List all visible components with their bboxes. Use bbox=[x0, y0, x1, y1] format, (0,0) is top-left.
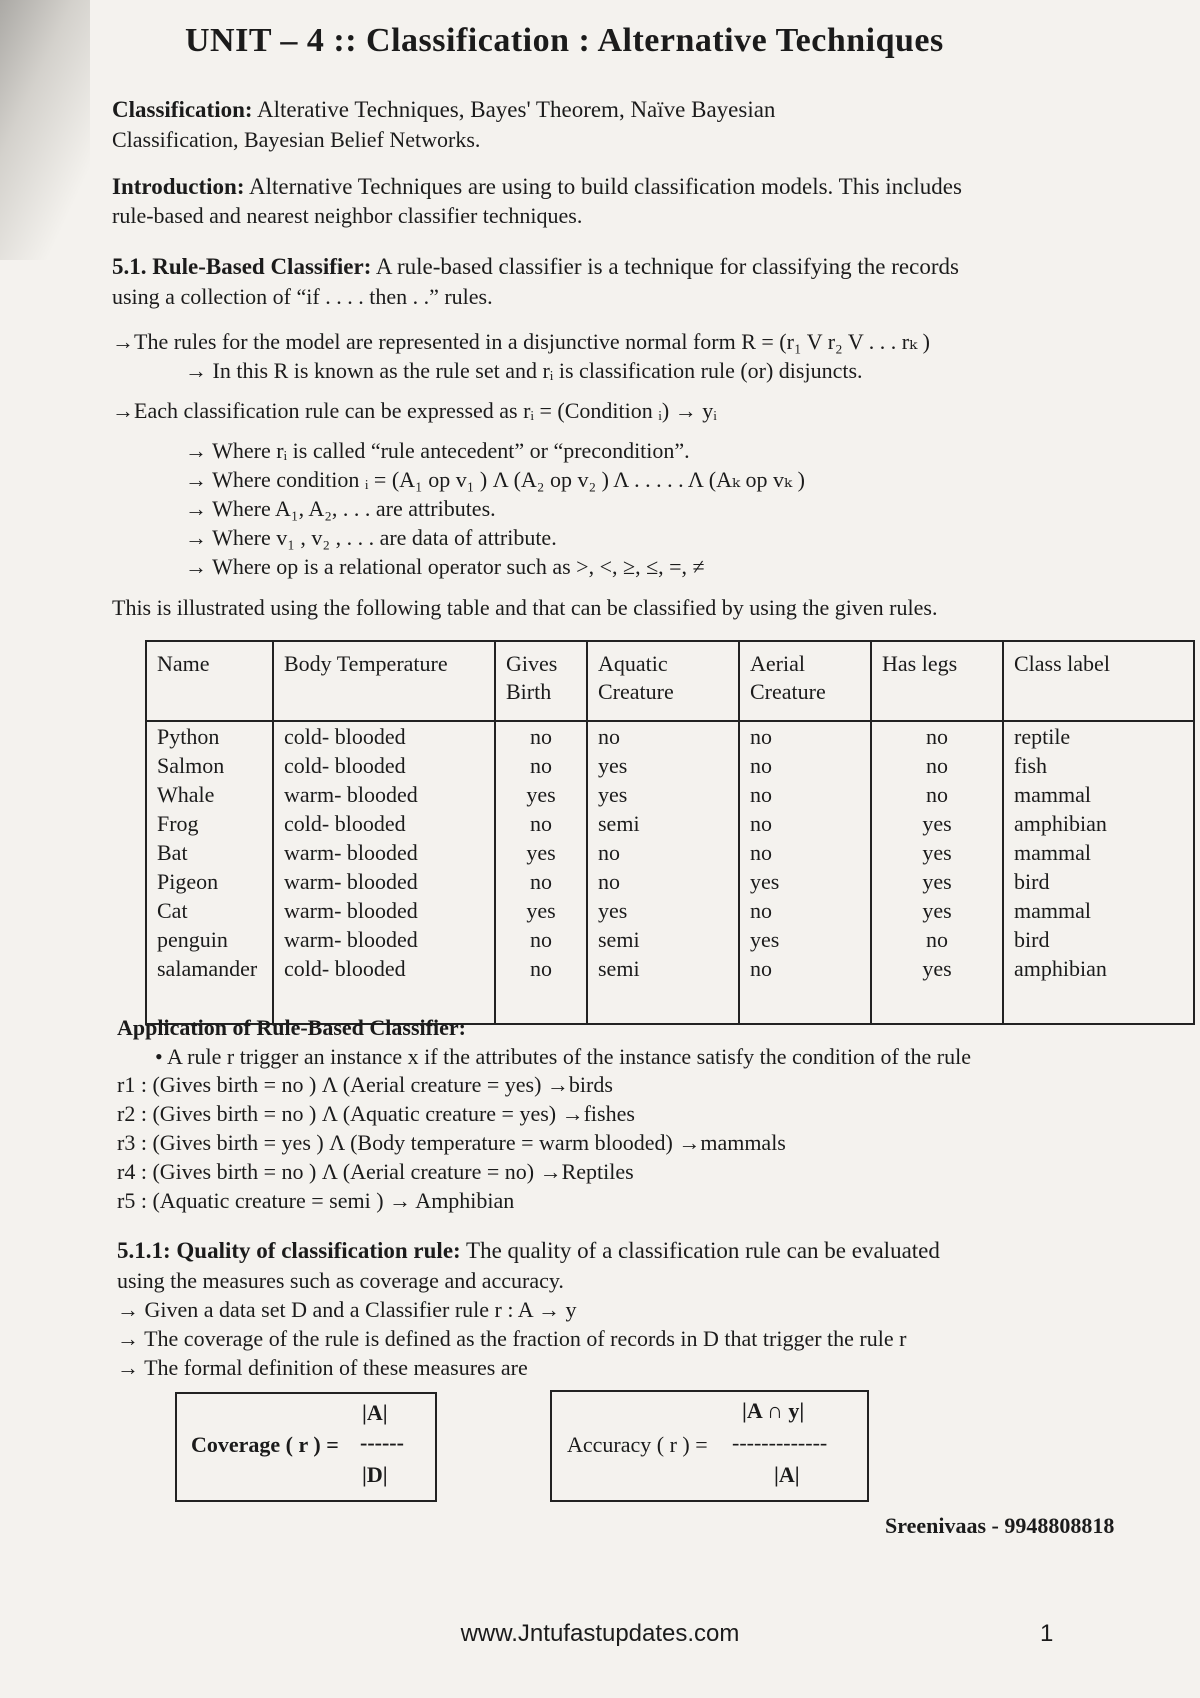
coverage-numerator: |A| bbox=[362, 1400, 388, 1425]
cell-has-legs: yes bbox=[871, 896, 1003, 925]
accuracy-fraction-bar: ------------- bbox=[732, 1430, 828, 1455]
cell-aquatic-creature: no bbox=[587, 838, 739, 867]
cell-name: Whale bbox=[146, 780, 273, 809]
author-contact: Sreenivaas - 9948808818 bbox=[885, 1513, 1115, 1538]
cell-aquatic-creature: yes bbox=[587, 896, 739, 925]
cell-gives-birth: no bbox=[495, 867, 587, 896]
cell-has-legs: no bbox=[871, 751, 1003, 780]
accuracy-denominator: |A| bbox=[774, 1462, 800, 1487]
quality-line-2: using the measures such as coverage and accuracy. bbox=[117, 1268, 564, 1293]
quality-point-1: → Given a data set D and a Classifier rule r : A → y bbox=[117, 1297, 577, 1322]
where-line-5: → Where op is a relational operator such as >, <, ≥, ≤, =, ≠ bbox=[185, 554, 705, 579]
cell-aerial-creature: no bbox=[739, 896, 871, 925]
table-header-row bbox=[146, 641, 1194, 721]
cell-aerial-creature: no bbox=[739, 721, 871, 751]
cell-body-temperature: warm- blooded bbox=[273, 838, 495, 867]
quality-text-1: The quality of a classification rule can be evaluated bbox=[466, 1238, 940, 1263]
quality-label: 5.1.1: Quality of classification rule: bbox=[117, 1238, 461, 1263]
cell-aerial-creature: yes bbox=[739, 867, 871, 896]
cell-has-legs: yes bbox=[871, 838, 1003, 867]
quality-point-2: → The coverage of the rule is defined as the fraction of records in D that trigger the rule r bbox=[117, 1326, 907, 1351]
cell-body-temperature: cold- blooded bbox=[273, 954, 495, 983]
topics-line-2: Classification, Bayesian Belief Networks. bbox=[112, 127, 481, 152]
intro-text-1: Alternative Techniques are using to build classification models. This includes bbox=[248, 174, 962, 199]
accuracy-lhs: Accuracy ( r ) = bbox=[567, 1432, 708, 1457]
cell-class-label: mammal bbox=[1003, 780, 1194, 809]
topics-line-1 bbox=[112, 96, 775, 124]
illustrated-line: This is illustrated using the following table and that can be classified by using the given rules. bbox=[112, 595, 938, 620]
cell-has-legs: yes bbox=[871, 954, 1003, 983]
coverage-lhs: Coverage ( r ) = bbox=[191, 1432, 339, 1457]
where-line-3: → Where A₁, A₂, . . . are attributes. bbox=[185, 496, 496, 521]
header-has-legs: Has legs bbox=[871, 641, 1003, 721]
cell-aquatic-creature: semi bbox=[587, 954, 739, 983]
cell-class-label: amphibian bbox=[1003, 809, 1194, 838]
table-row bbox=[146, 954, 1194, 983]
rule-r1: r1 : (Gives birth = no ) Λ (Aerial creature = yes) →birds bbox=[117, 1072, 613, 1097]
cell-aquatic-creature: no bbox=[587, 867, 739, 896]
intro-line-1 bbox=[112, 173, 962, 201]
table-row bbox=[146, 896, 1194, 925]
cell-aquatic-creature: no bbox=[587, 721, 739, 751]
cell-body-temperature: warm- blooded bbox=[273, 780, 495, 809]
cell-has-legs: yes bbox=[871, 867, 1003, 896]
table-row bbox=[146, 838, 1194, 867]
header-body-temperature: Body Temperature bbox=[273, 641, 495, 721]
cell-has-legs: yes bbox=[871, 809, 1003, 838]
dnf-line: →The rules for the model are represented in a disjunctive normal form R = (r₁ V r₂ V . . . rₖ ) bbox=[112, 329, 930, 354]
cell-gives-birth: no bbox=[495, 751, 587, 780]
cell-gives-birth: no bbox=[495, 954, 587, 983]
cell-name: salamander bbox=[146, 954, 273, 983]
cell-has-legs: no bbox=[871, 780, 1003, 809]
cell-aquatic-creature: yes bbox=[587, 751, 739, 780]
rule-r4: r4 : (Gives birth = no ) Λ (Aerial creature = no) →Reptiles bbox=[117, 1159, 634, 1184]
footer-url[interactable]: www.Jntufastupdates.com bbox=[460, 1620, 740, 1647]
where-line-1: → Where rᵢ is called “rule antecedent” or “precondition”. bbox=[185, 438, 690, 463]
cell-aquatic-creature: yes bbox=[587, 780, 739, 809]
cell-gives-birth: no bbox=[495, 721, 587, 751]
classification-table bbox=[145, 640, 1195, 1025]
dnf-sub-line: → In this R is known as the rule set and rᵢ is classification rule (or) disjuncts. bbox=[185, 358, 863, 383]
cell-name: penguin bbox=[146, 925, 273, 954]
cell-name: Salmon bbox=[146, 751, 273, 780]
application-heading: Application of Rule-Based Classifier: bbox=[117, 1015, 466, 1040]
application-bullet: • A rule r trigger an instance x if the attributes of the instance satisfy the condition of the rule bbox=[155, 1044, 971, 1069]
cell-class-label: fish bbox=[1003, 751, 1194, 780]
cell-name: Frog bbox=[146, 809, 273, 838]
cell-body-temperature: cold- blooded bbox=[273, 721, 495, 751]
cell-aquatic-creature: semi bbox=[587, 809, 739, 838]
cell-body-temperature: warm- blooded bbox=[273, 867, 495, 896]
coverage-denominator: |D| bbox=[362, 1462, 388, 1487]
cell-gives-birth: yes bbox=[495, 896, 587, 925]
cell-body-temperature: warm- blooded bbox=[273, 896, 495, 925]
cell-has-legs: no bbox=[871, 721, 1003, 751]
topics-label: Classification: bbox=[112, 97, 253, 122]
coverage-formula-box bbox=[175, 1392, 437, 1502]
rule-based-label: 5.1. Rule-Based Classifier: bbox=[112, 254, 372, 279]
cell-gives-birth: no bbox=[495, 809, 587, 838]
cell-aerial-creature: no bbox=[739, 954, 871, 983]
quality-point-3: → The formal definition of these measures are bbox=[117, 1355, 528, 1380]
header-aquatic-creature: Aquatic Creature bbox=[587, 641, 739, 721]
cell-class-label: amphibian bbox=[1003, 954, 1194, 983]
cell-body-temperature: cold- blooded bbox=[273, 751, 495, 780]
rule-based-line-2: using a collection of “if . . . . then . .” rules. bbox=[112, 284, 493, 309]
cell-name: Bat bbox=[146, 838, 273, 867]
cell-gives-birth: yes bbox=[495, 780, 587, 809]
cell-aquatic-creature: semi bbox=[587, 925, 739, 954]
table-row bbox=[146, 809, 1194, 838]
table-row bbox=[146, 751, 1194, 780]
cell-has-legs: no bbox=[871, 925, 1003, 954]
header-class-label: Class label bbox=[1003, 641, 1194, 721]
where-line-4: → Where v₁ , v₂ , . . . are data of attribute. bbox=[185, 525, 557, 550]
cell-class-label: mammal bbox=[1003, 838, 1194, 867]
scan-edge-shadow bbox=[0, 0, 90, 260]
cell-name: Cat bbox=[146, 896, 273, 925]
table-row bbox=[146, 867, 1194, 896]
cell-aerial-creature: no bbox=[739, 751, 871, 780]
rule-based-text-1: A rule-based classifier is a technique for classifying the records bbox=[375, 254, 959, 279]
intro-line-2: rule-based and nearest neighbor classifier techniques. bbox=[112, 203, 583, 228]
rule-based-line-1 bbox=[112, 253, 959, 281]
cell-aerial-creature: no bbox=[739, 838, 871, 867]
cell-name: Pigeon bbox=[146, 867, 273, 896]
rule-r3: r3 : (Gives birth = yes ) Λ (Body temperature = warm blooded) →mammals bbox=[117, 1130, 786, 1155]
accuracy-numerator: |A ∩ y| bbox=[742, 1398, 805, 1423]
table-row bbox=[146, 780, 1194, 809]
cell-gives-birth: yes bbox=[495, 838, 587, 867]
cell-class-label: reptile bbox=[1003, 721, 1194, 751]
quality-line-1 bbox=[117, 1237, 940, 1265]
topics-text-1: Alterative Techniques, Bayes' Theorem, Naïve Bayesian bbox=[257, 97, 776, 122]
cell-gives-birth: no bbox=[495, 925, 587, 954]
accuracy-formula-box bbox=[550, 1390, 869, 1502]
cell-body-temperature: warm- blooded bbox=[273, 925, 495, 954]
table-row bbox=[146, 721, 1194, 751]
cell-aerial-creature: no bbox=[739, 780, 871, 809]
cell-body-temperature: cold- blooded bbox=[273, 809, 495, 838]
cell-class-label: mammal bbox=[1003, 896, 1194, 925]
cell-aerial-creature: yes bbox=[739, 925, 871, 954]
where-line-2: → Where condition ᵢ = (A₁ op v₁ ) Λ (A₂ op v₂ ) Λ . . . . . Λ (Aₖ op vₖ ) bbox=[185, 467, 805, 492]
cell-aerial-creature: no bbox=[739, 809, 871, 838]
each-rule-line: →Each classification rule can be expressed as rᵢ = (Condition ᵢ) → yᵢ bbox=[112, 398, 717, 423]
header-gives-birth: Gives Birth bbox=[495, 641, 587, 721]
page-number: 1 bbox=[1040, 1620, 1054, 1647]
cell-class-label: bird bbox=[1003, 867, 1194, 896]
cell-name: Python bbox=[146, 721, 273, 751]
rule-r2: r2 : (Gives birth = no ) Λ (Aquatic creature = yes) →fishes bbox=[117, 1101, 635, 1126]
table-row bbox=[146, 925, 1194, 954]
header-aerial-creature: Aerial Creature bbox=[739, 641, 871, 721]
intro-label: Introduction: bbox=[112, 174, 245, 199]
page-title: UNIT – 4 :: Classification : Alternative Techniques bbox=[185, 22, 944, 59]
header-name: Name bbox=[146, 641, 273, 721]
coverage-fraction-bar: ------ bbox=[360, 1430, 404, 1455]
cell-class-label: bird bbox=[1003, 925, 1194, 954]
rule-r5: r5 : (Aquatic creature = semi ) → Amphibian bbox=[117, 1188, 515, 1213]
